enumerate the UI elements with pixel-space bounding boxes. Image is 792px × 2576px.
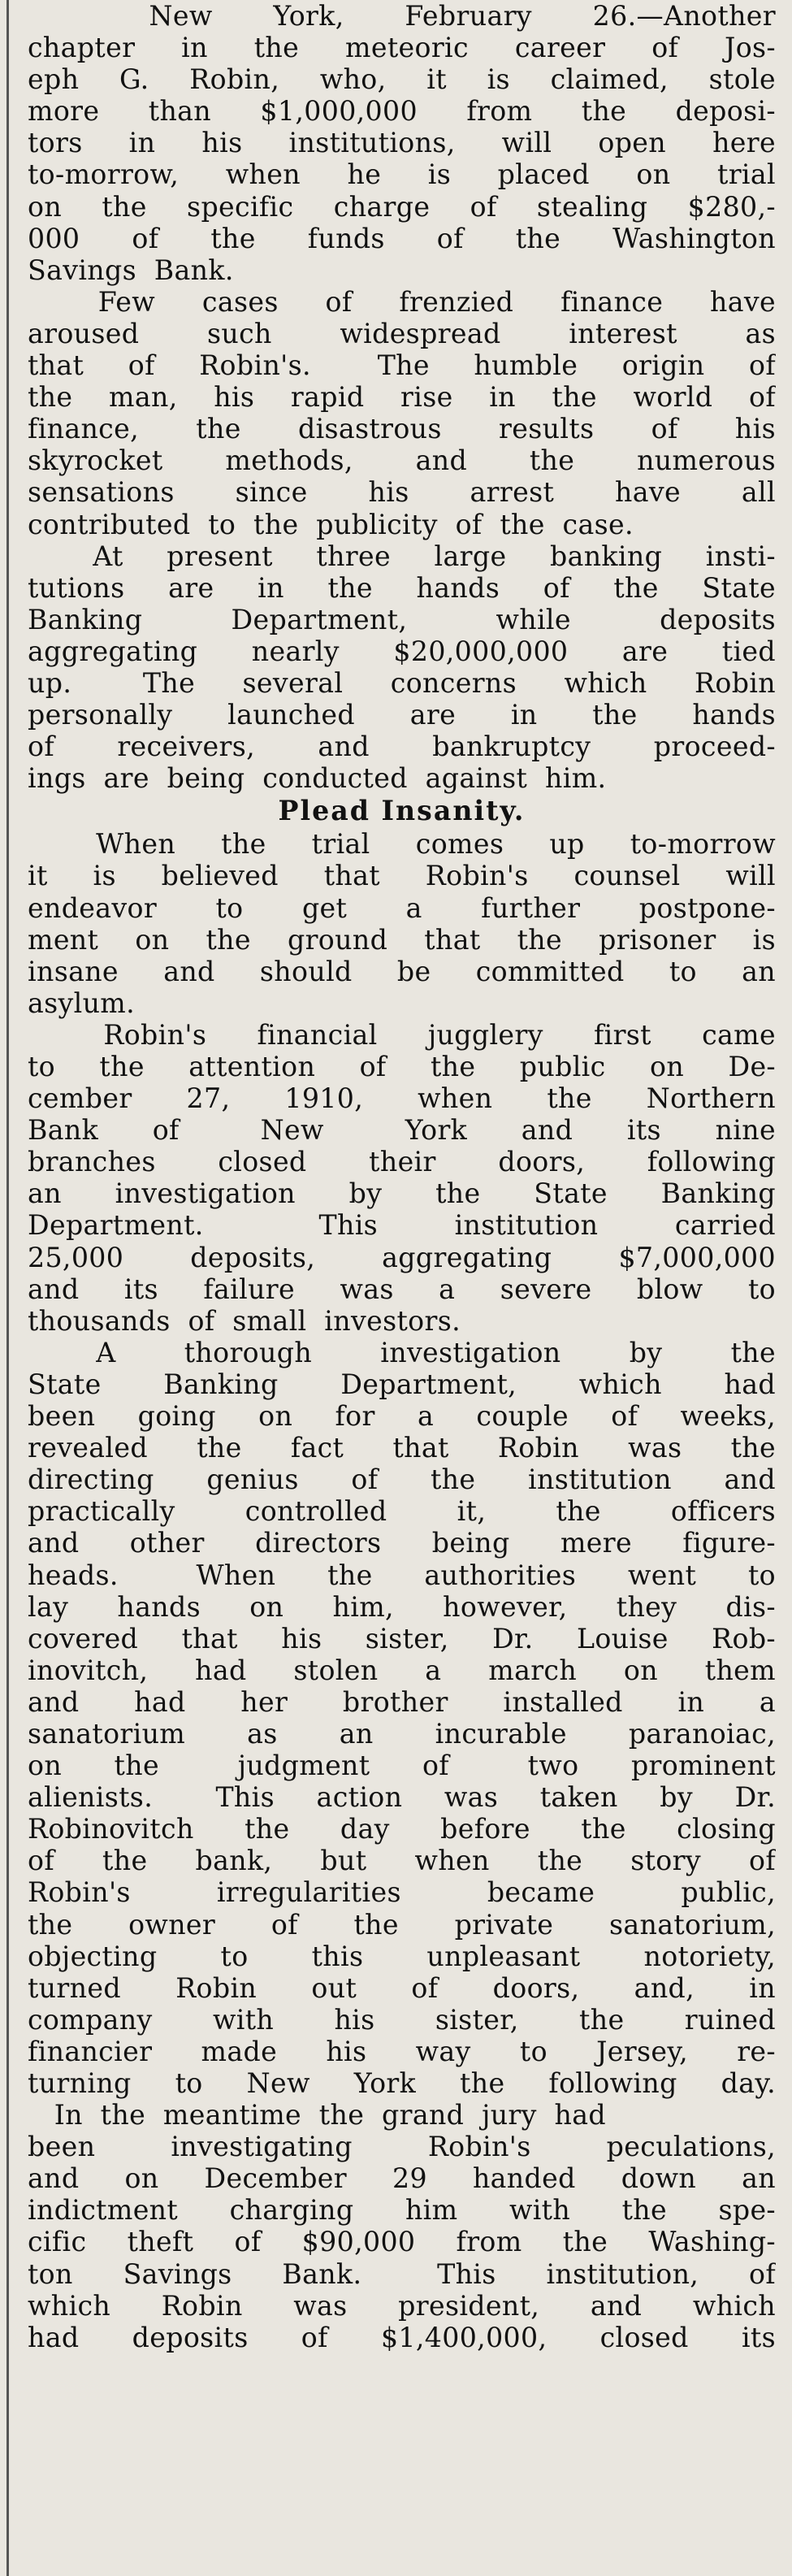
article-line: ings are being conducted against him. <box>28 762 607 795</box>
article-line: the owner of the private sanatorium, <box>28 1908 776 1941</box>
article-line: it is believed that Robin's counsel will <box>28 860 776 892</box>
article-line: indictment charging him with the spe- <box>28 2194 776 2227</box>
article-line: lay hands on him, however, they dis- <box>28 1590 776 1623</box>
article-line: ment on the ground that the prisoner is <box>28 923 776 956</box>
article-line: tutions are in the hands of the State <box>28 571 776 604</box>
article-line: that of Robin's. The humble origin of <box>28 349 776 382</box>
article-line: asylum. <box>28 987 136 1019</box>
article-line: Banking Department, while deposits <box>28 603 776 635</box>
article-line: cific theft of $90,000 from the Washing- <box>28 2226 776 2258</box>
article-line: had deposits of $1,400,000, closed its <box>28 2321 776 2353</box>
article-line: finance, the disastrous results of his <box>28 413 776 445</box>
article-line: to the attention of the public on De- <box>28 1051 776 1082</box>
article-line: Few cases of frenzied finance have <box>28 285 776 318</box>
article-line: and had her brother installed in a <box>28 1685 776 1718</box>
article-line: 25,000 deposits, aggregating $7,000,000 <box>28 1241 776 1273</box>
article-line: tors in his institutions, will open here <box>28 127 776 159</box>
article-line: turning to New York the following day. <box>28 2067 776 2099</box>
article-line: chapter in the meteoric career of Jos- <box>28 32 776 64</box>
article-line: up. The several concerns which Robin <box>28 666 776 699</box>
article-line: aggregating nearly $20,000,000 are tied <box>28 635 776 667</box>
article-line: heads. When the authorities went to <box>28 1559 776 1591</box>
article-line: eph G. Robin, who, it is claimed, stole <box>28 63 776 96</box>
section-heading: Plead Insanity. <box>278 795 526 827</box>
article-line: aroused such widespread interest as <box>28 317 776 349</box>
article-line: When the trial comes up to-morrow <box>28 828 776 861</box>
article-line: endeavor to get a further postpone- <box>28 891 776 924</box>
article-line: which Robin was president, and which <box>28 2289 776 2322</box>
article-line: contributed to the publicity of the case. <box>28 508 634 540</box>
article-line: of receivers, and bankruptcy proceed- <box>28 731 776 763</box>
article-line: of the bank, but when the story of <box>28 1845 776 1877</box>
article-line: and on December 29 handed down an <box>28 2162 776 2195</box>
article-line: covered that his sister, Dr. Louise Rob- <box>28 1622 776 1654</box>
article-line: the man, his rapid rise in the world of <box>28 381 776 414</box>
article-line: Robin's financial jugglery first came <box>28 1018 776 1051</box>
article-line: skyrocket methods, and the numerous <box>28 445 776 477</box>
article-line: cember 27, 1910, when the Northern <box>28 1082 776 1115</box>
article-line: practically controlled it, the officers <box>28 1495 776 1528</box>
article-line: and other directors being mere figure- <box>28 1527 776 1559</box>
article-line: an investigation by the State Banking <box>28 1177 776 1210</box>
article-line: branches closed their doors, following <box>28 1146 776 1178</box>
article-line: Robinovitch the day before the closing <box>28 1813 776 1845</box>
article-line: on the specific charge of stealing $280,- <box>28 190 776 223</box>
article-line: In the meantime the grand jury had <box>28 2099 607 2131</box>
article-line: and its failure was a severe blow to <box>28 1273 776 1305</box>
article-line: Department. This institution carried <box>28 1209 776 1242</box>
article-line: Savings Bank. <box>28 254 234 286</box>
article-line: sanatorium as an incurable paranoiac, <box>28 1717 776 1750</box>
article-line: Robin's irregularities became public, <box>28 1876 776 1909</box>
article-line: financier made his way to Jersey, re- <box>28 2035 776 2067</box>
article-line: thousands of small investors. <box>28 1304 461 1337</box>
article-line: revealed the fact that Robin was the <box>28 1432 776 1464</box>
article-line: insane and should be committed to an <box>28 955 776 987</box>
article-line: sensations since his arrest have all <box>28 476 776 509</box>
article-line: personally launched are in the hands <box>28 699 776 731</box>
article-line: company with his sister, the ruined <box>28 2003 776 2036</box>
article-line: At present three large banking insti- <box>28 540 776 572</box>
article-line: been investigating Robin's peculations, <box>28 2131 776 2163</box>
article-line: inovitch, had stolen a march on them <box>28 1654 776 1686</box>
article-line: ton Savings Bank. This institution, of <box>28 2257 776 2290</box>
article-line: Bank of New York and its nine <box>28 1114 776 1147</box>
article-line: objecting to this unpleasant notoriety, <box>28 1940 776 1972</box>
article-line: directing genius of the institution and <box>28 1464 776 1496</box>
article-line: more than $1,000,000 from the deposi- <box>28 95 776 128</box>
article-line: turned Robin out of doors, and, in <box>28 1971 776 2004</box>
article-line: been going on for a couple of weeks, <box>28 1400 776 1433</box>
article-line: alienists. This action was taken by Dr. <box>28 1781 776 1814</box>
article-line: to-morrow, when he is placed on trial <box>28 158 776 191</box>
article-line: 000 of the funds of the Washington <box>28 222 776 254</box>
article-line: A thorough investigation by the <box>28 1336 776 1368</box>
article-line: New York, February 26.—Another <box>28 0 776 32</box>
article-line: on the judgment of two prominent <box>28 1750 776 1782</box>
article-line: State Banking Department, which had <box>28 1368 776 1400</box>
